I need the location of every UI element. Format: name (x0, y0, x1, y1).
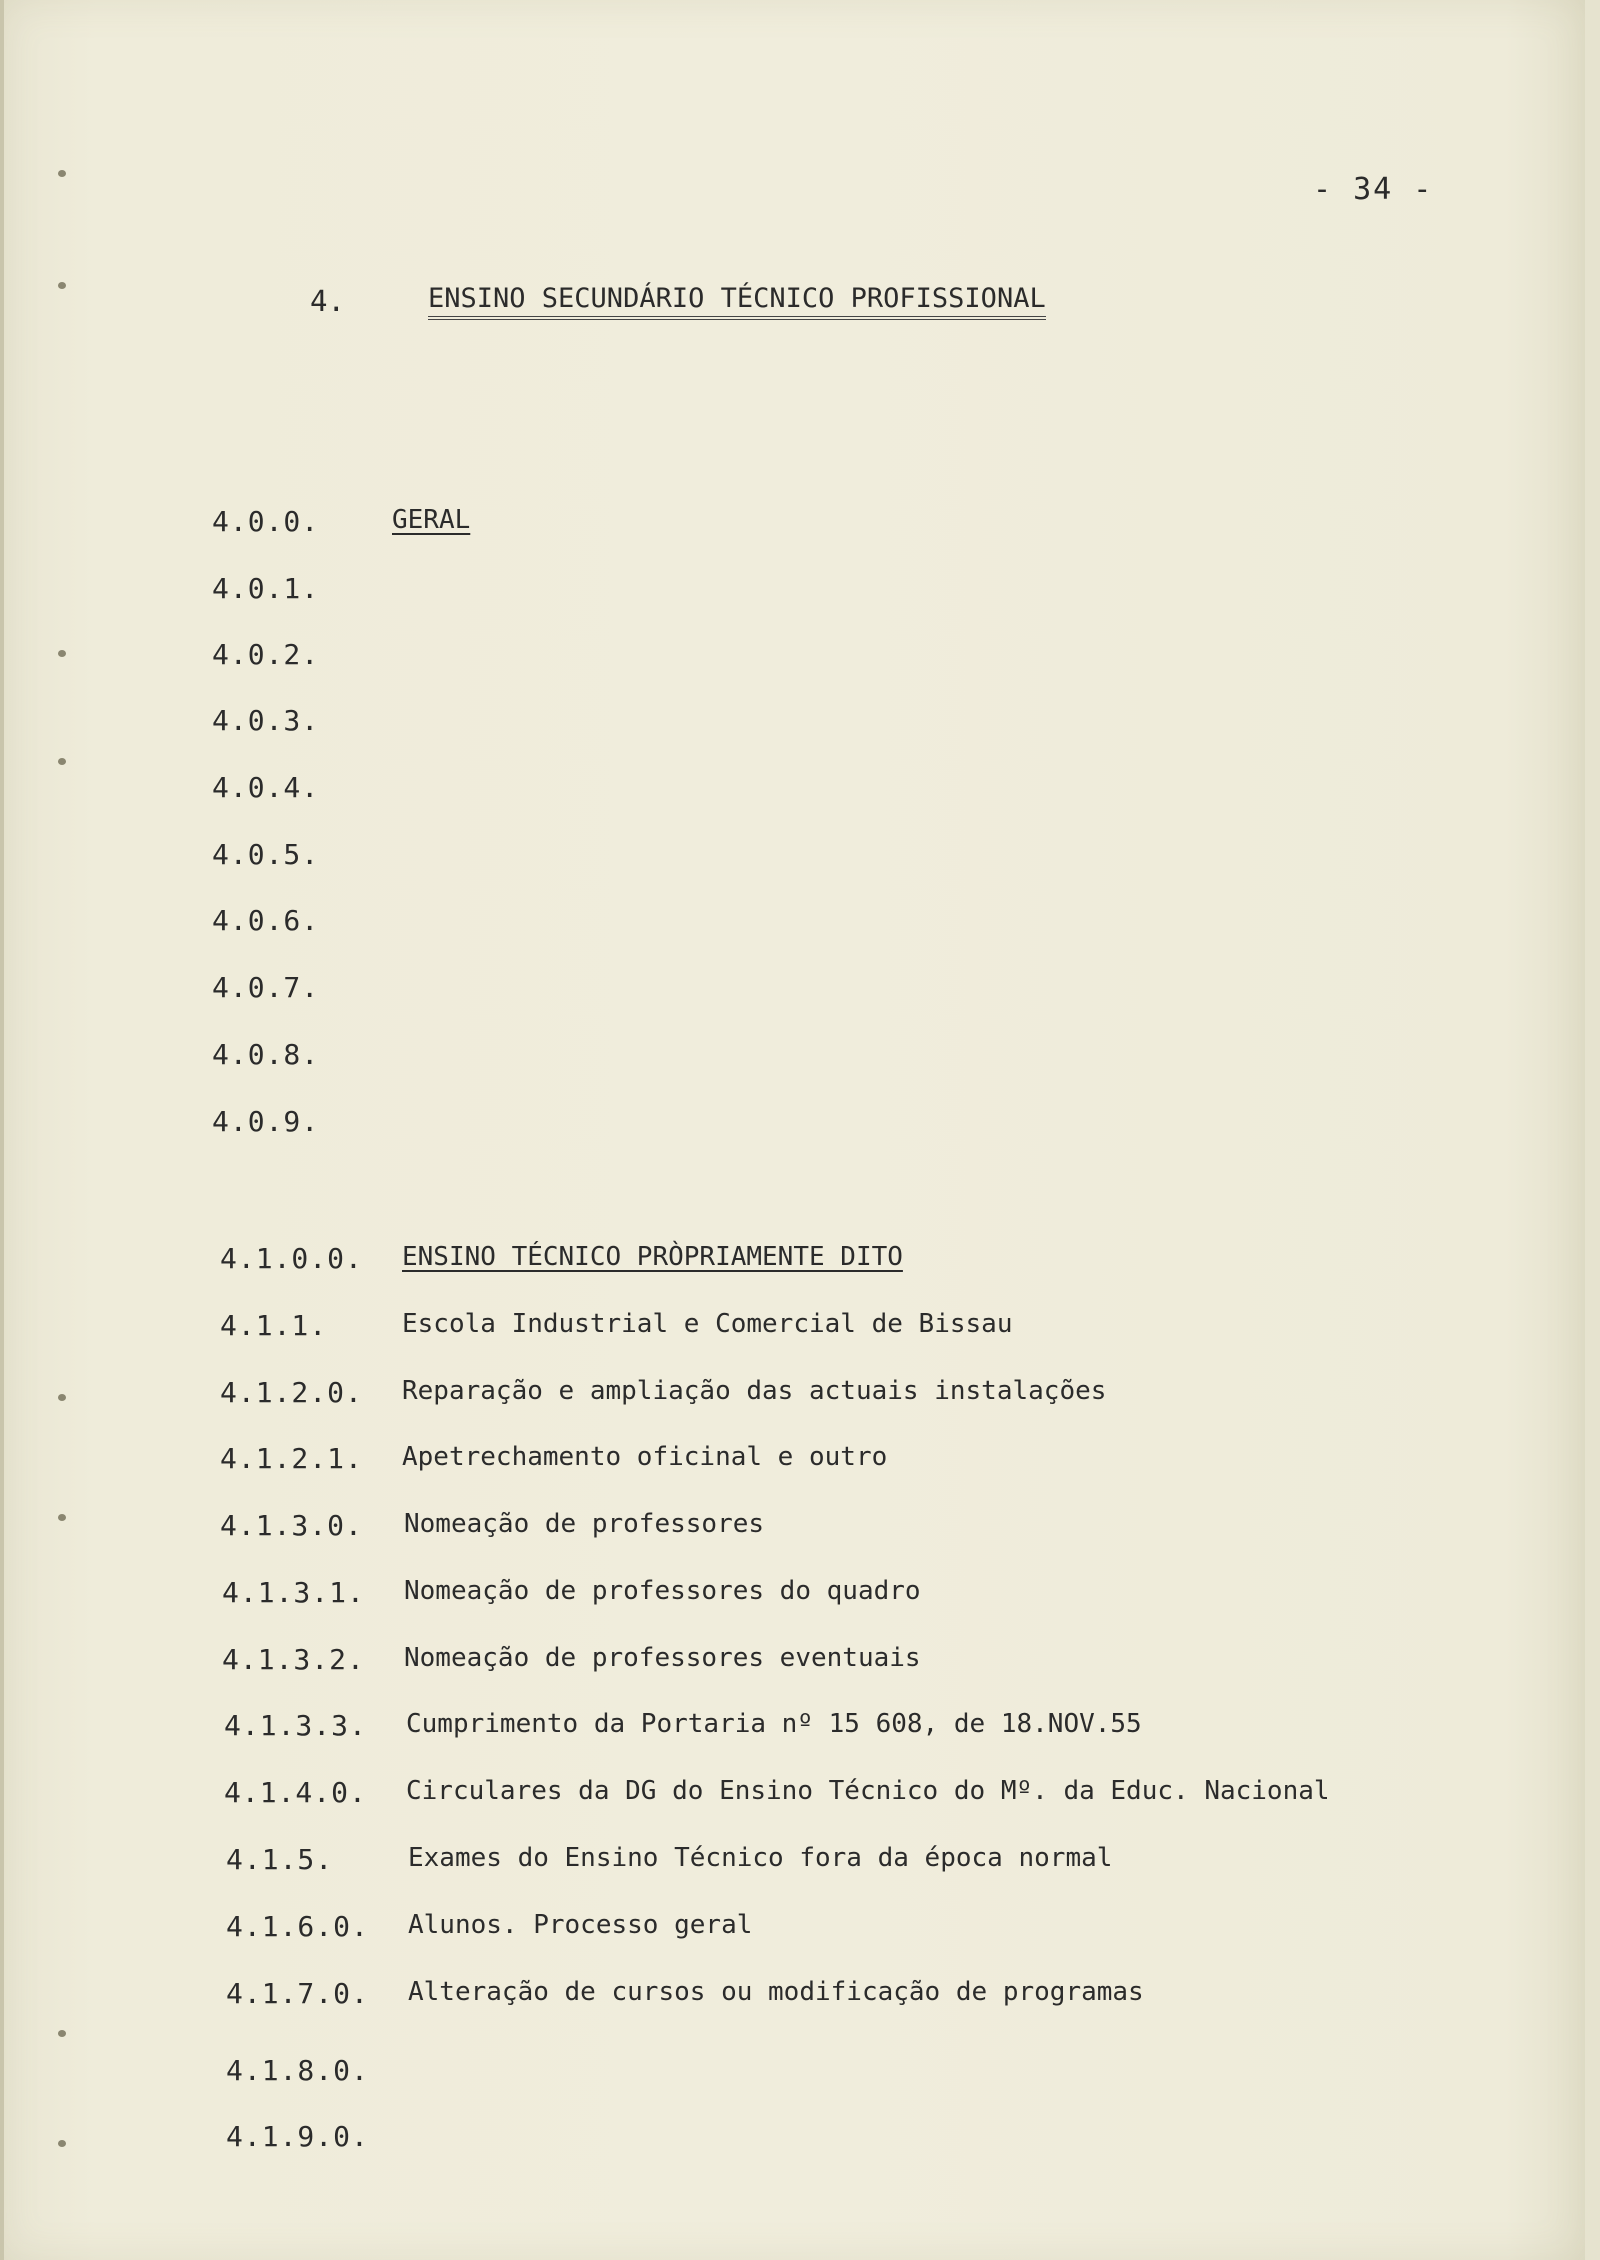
index-number: 4.1.4.0. (224, 1776, 367, 1809)
binder-hole-mark (58, 2140, 66, 2147)
index-number: 4.1.5. (226, 1843, 334, 1876)
binder-hole-mark (58, 2030, 66, 2037)
index-number: 4.1.2.0. (220, 1376, 363, 1409)
index-number: 4.1.9.0. (226, 2120, 369, 2153)
index-number: 4.1.3.0. (220, 1509, 363, 1542)
index-number: 4.0.8. (212, 1038, 320, 1071)
entry-text: Apetrechamento oficinal e outro (402, 1442, 888, 1472)
page-number: - 34 - (1313, 172, 1434, 207)
index-number: 4.0.9. (212, 1105, 320, 1138)
index-number: 4.1.6.0. (226, 1910, 369, 1943)
chapter-title: ENSINO SECUNDÁRIO TÉCNICO PROFISSIONAL (428, 284, 1046, 320)
entry-text: Nomeação de professores (404, 1509, 765, 1539)
section-heading: ENSINO TÉCNICO PRÒPRIAMENTE DITO (402, 1242, 903, 1272)
index-number: 4.0.2. (212, 638, 320, 671)
index-number: 4.1.3.1. (222, 1576, 365, 1609)
section-heading: GERAL (392, 505, 471, 535)
binder-hole-mark (58, 758, 66, 765)
binder-hole-mark (58, 282, 66, 289)
binder-hole-mark (58, 1514, 66, 1521)
page-edge (0, 0, 4, 2260)
index-number: 4.1.2.1. (220, 1442, 363, 1475)
entry-text: Nomeação de professores do quadro (404, 1576, 921, 1606)
entry-text: Escola Industrial e Comercial de Bissau (402, 1309, 1013, 1339)
entry-text: Alteração de cursos ou modificação de programas (408, 1977, 1144, 2007)
binder-hole-mark (58, 1394, 66, 1401)
chapter-number: 4. (310, 284, 345, 318)
index-number: 4.1.7.0. (226, 1977, 369, 2010)
index-number: 4.1.0.0. (220, 1242, 363, 1275)
index-number: 4.0.5. (212, 838, 320, 871)
index-number: 4.0.1. (212, 572, 320, 605)
entry-text: Nomeação de professores eventuais (404, 1643, 921, 1673)
entry-text: Exames do Ensino Técnico fora da época normal (408, 1843, 1113, 1873)
entry-text: Reparação e ampliação das actuais instalações (402, 1376, 1107, 1406)
index-number: 4.0.3. (212, 704, 320, 737)
index-number: 4.1.8.0. (226, 2054, 369, 2087)
index-number: 4.0.7. (212, 971, 320, 1004)
entry-text: Alunos. Processo geral (408, 1910, 753, 1940)
entry-text: Circulares da DG do Ensino Técnico do Mº. da Educ. Nacional (406, 1776, 1330, 1806)
binder-hole-mark (58, 170, 66, 177)
index-number: 4.0.0. (212, 505, 320, 538)
index-number: 4.0.4. (212, 771, 320, 804)
index-number: 4.1.3.2. (222, 1643, 365, 1676)
index-number: 4.0.6. (212, 904, 320, 937)
binder-hole-mark (58, 650, 66, 657)
index-number: 4.1.3.3. (224, 1709, 367, 1742)
index-number: 4.1.1. (220, 1309, 328, 1342)
entry-text: Cumprimento da Portaria nº 15 608, de 18.NOV.55 (406, 1709, 1142, 1739)
